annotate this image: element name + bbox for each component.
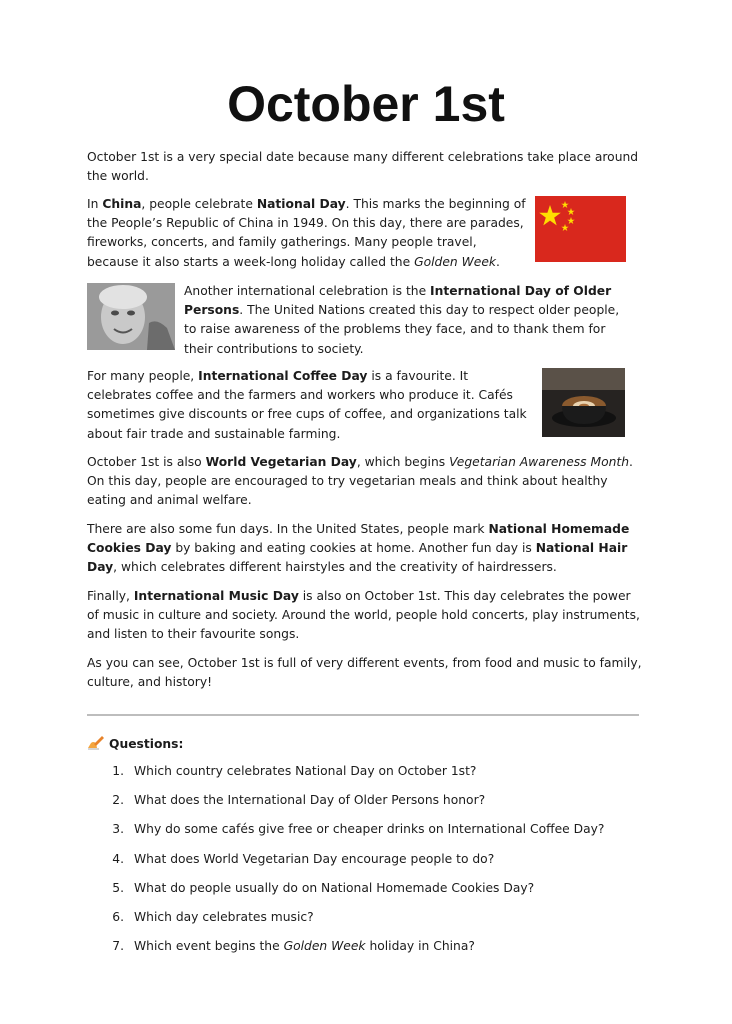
china-paragraph: In China, people celebrate National Day. This marks the beginning of the People’s Republic of China in 1949. On this day, there are parades, fireworks, concerts, and family gatherings. Many people travel, because it also starts a week-long holiday called the Golden Week.	[87, 197, 526, 269]
coffee-paragraph: For many people, International Coffee Day is a favourite. It celebrates coffee and the farmers and workers who produce it. Cafés sometimes give discounts or free cups of coffee, and organizations talk about fair trade and sustainable farming.	[87, 369, 527, 441]
older-woman-photo	[87, 283, 175, 350]
coffee-cup-photo	[542, 368, 625, 437]
intro-paragraph: October 1st is a very special date because many different celebrations take place around the world.	[87, 150, 639, 184]
music-paragraph: Finally, International Music Day is also on October 1st. This day celebrates the power of music in culture and society. Around the world, people hold concerts, play instruments, and listen to their favourite songs.	[87, 589, 640, 642]
china-flag-image	[535, 196, 626, 262]
vegetarian-paragraph: October 1st is also World Vegetarian Day, which begins Vegetarian Awareness Month. On this day, people are encouraged to try vegetarian meals and think about healthy eating and animal welfare.	[87, 455, 633, 508]
coffee-cup-icon	[542, 368, 625, 437]
worksheet-page: October 1st October 1st is a very special date because many different celebrations take place around the world. In China, people celebrate National Day. This marks the beginning of the People’s Republic of China in 1949. On this day, there are parades, fireworks, concerts, and family gatherings. Many people travel, because it also starts a week-long holiday called the Golden Week. Another international celebration is the International Day of Older Persons. The United Nations created this day to respect older people, to raise awareness of the problems they face, and to thank them for their contributions to society. For many people, International Coffee Day is a favourite. It celebrates coffee and the farmers and workers who produce it. Cafés sometimes give discounts or free cups of coffee, and organizations talk about fair trade and sustainable farming. October 1st is also World Vegetarian Day, which begins Vegetarian Awareness Month. On this day, people are encouraged to try vegetarian meals and think about healthy eating and animal welfare. There are also some fun days. In the United States, people mark National Homemade Cookies Day by baking and eating cookies at home. Another fun day is National Hair Day, which celebrates different hairstyles and the creativity of hairdressers. Finally, International Music Day is also on October 1st. This day celebrates the power of music in culture and society. Around the world, people hold concerts, play instruments, and listen to their favourite songs. As you can see, October 1st is full of very different events, from food and music to family, culture, and history! Questions: 1. Which country celebrates National Day on October 1st? 2. What does the International Day of Older Persons honor? 3. Why do some cafés give free or cheaper drinks on International Coffee Day? 4. What does World Vegetarian Day encourage people to do? 5. What do people usually do on National Homemade Cookies Day? 6. Which day celebrates music? 7. Which event begins the Golden Week holiday in China?	[0, 0, 732, 1024]
china-flag-icon	[535, 196, 626, 262]
conclusion-paragraph: As you can see, October 1st is full of very different events, from food and music to family, culture, and history!	[87, 656, 642, 690]
questions-heading: Questions:	[87, 735, 183, 753]
page-title: October 1st	[227, 76, 505, 132]
section-divider	[87, 714, 639, 716]
writing-hand-icon	[87, 735, 105, 751]
older-persons-paragraph: Another international celebration is the International Day of Older Persons. The United Nations created this day to respect older people, to raise awareness of the problems they face, and to thank them for their contributions to society.	[184, 284, 620, 356]
fun-days-paragraph: There are also some fun days. In the United States, people mark National Homemade Cookies Day by baking and eating cookies at home. Another fun day is National Hair Day, which celebrates different hairstyles and the creativity of hairdressers.	[87, 522, 630, 575]
older-woman-icon	[87, 283, 175, 350]
